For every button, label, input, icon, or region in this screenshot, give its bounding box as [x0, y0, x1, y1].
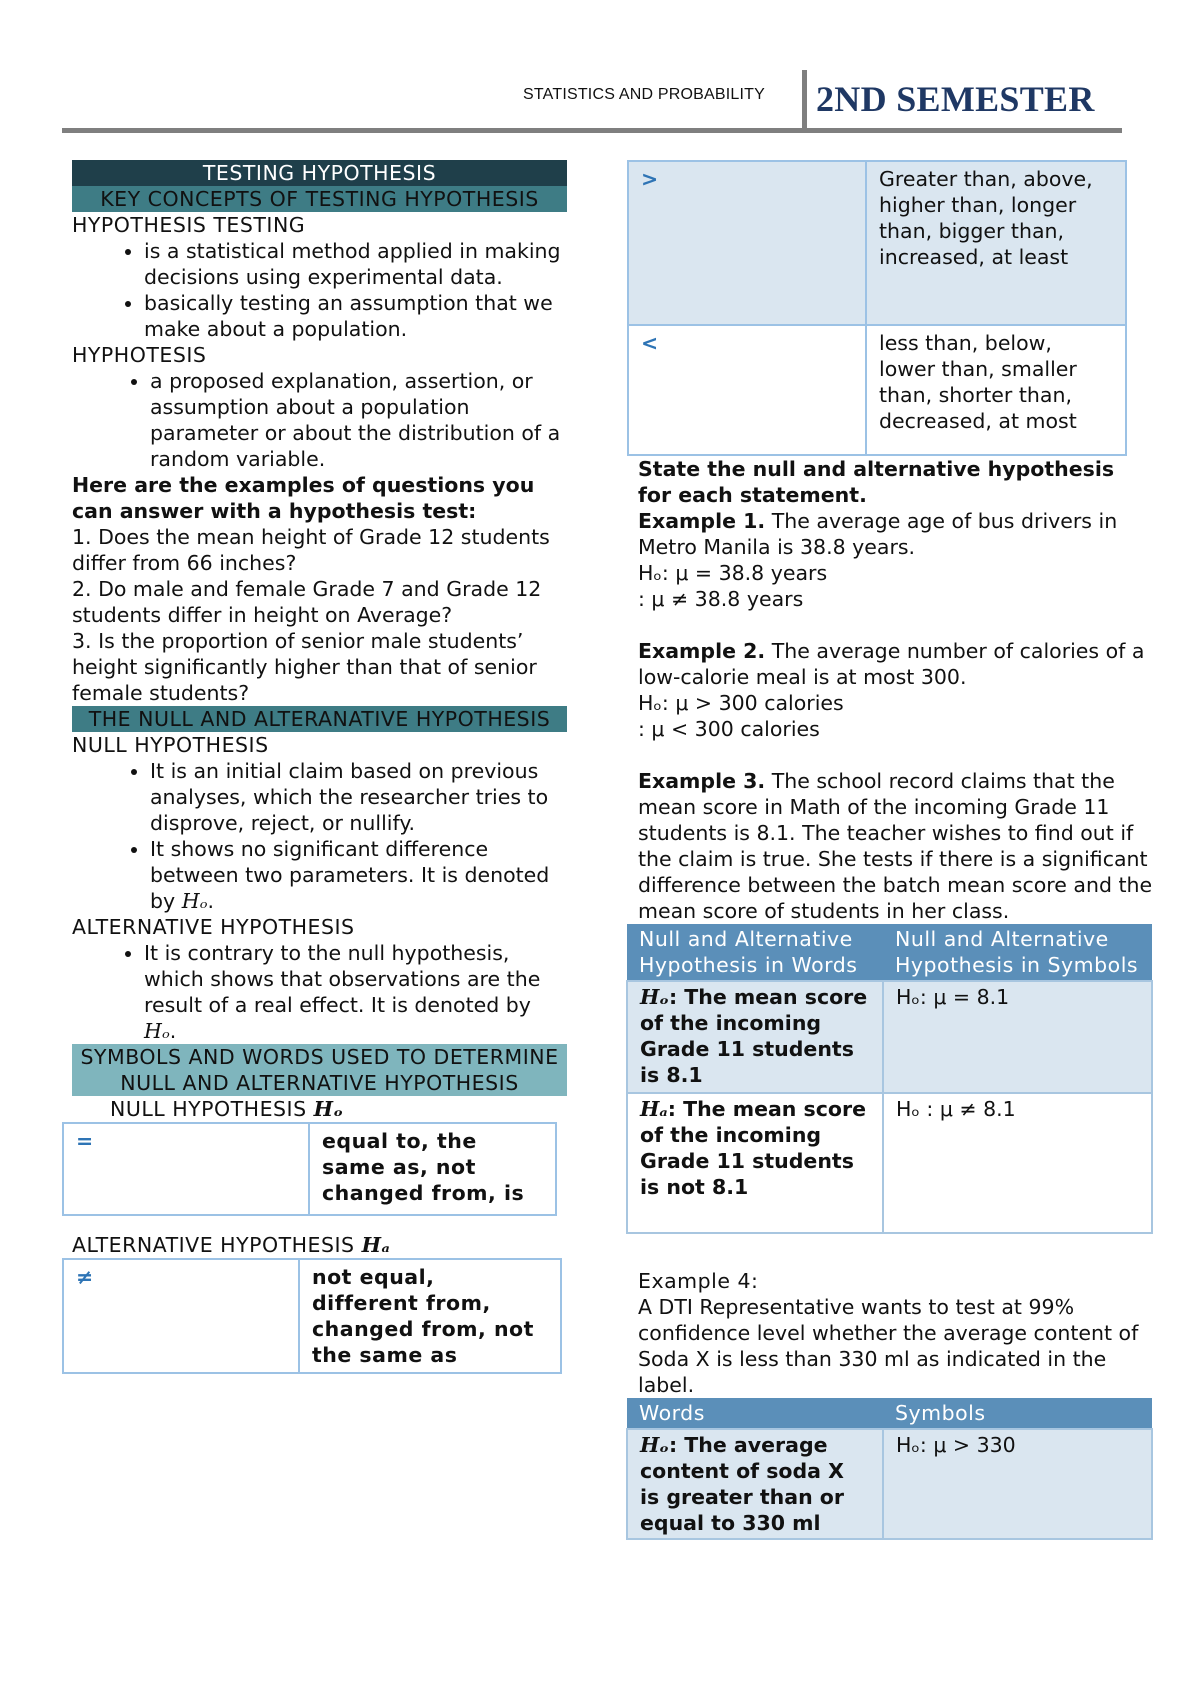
alt-table-label: ALTERNATIVE HYPOTHESIS Hₐ [72, 1233, 391, 1257]
list-item-text: It shows no significant difference between two parameters. It is denoted by [150, 837, 550, 913]
examples-intro: Here are the examples of questions you can answer with a hypothesis test: [72, 473, 535, 523]
table-header: Words [627, 1398, 883, 1429]
list-item: • It shows no significant difference between two parameters. It is denoted by Hₒ. [150, 836, 567, 914]
example-2: Example 2. The average number of calories of a low-calorie meal is at most 300. [638, 639, 1145, 689]
question-2: 2. Do male and female Grade 7 and Grade 12 students differ in height on Average? [72, 577, 542, 627]
ha-symbol: Hₐ [361, 1233, 391, 1257]
words-greater: Greater than, above, higher than, longer than, bigger than, increased, at least [866, 161, 1126, 325]
header-rule [62, 128, 1122, 133]
null-hypothesis-heading: NULL HYPOTHESIS [72, 733, 269, 757]
list-item: • a proposed explanation, assertion, or assumption about a population parameter or about the distribution of a random variable. [150, 368, 567, 472]
alternative-hypothesis-heading: ALTERNATIVE HYPOTHESIS [72, 915, 355, 939]
alternative-hypothesis-list [72, 940, 567, 1044]
null-symbol-table [62, 1122, 557, 1216]
null-symbol: = [63, 1123, 309, 1215]
document-semester: 2ND SEMESTER [816, 79, 1095, 119]
example-3-table [626, 924, 1153, 1234]
null-hypothesis-list [72, 758, 567, 914]
alt-symbol: ≠ [63, 1259, 299, 1373]
list-item: • basically testing an assumption that we make about a population. [144, 290, 567, 342]
left-column [72, 160, 567, 1374]
section-band-testing-hypothesis: TESTING HYPOTHESIS [72, 160, 567, 186]
example-3: Example 3. The school record claims that the mean score in Math of the incoming Grade 11 students is 8.1. The teacher wishes to find out if the claim is true. She tests if there is a significant difference between the batch mean score and the mean score of students in her class. [638, 769, 1153, 923]
right-column [638, 456, 1153, 1540]
table-header: Null and Alternative Hypothesis in Words [627, 924, 883, 981]
hyphotesis-list [72, 368, 567, 472]
alt-symbol-table [62, 1258, 562, 1374]
table-header: Null and Alternative Hypothesis in Symbols [883, 924, 1152, 981]
section-band-symbols-words: SYMBOLS AND WORDS USED TO DETERMINE NULL AND ALTERNATIVE HYPOTHESIS [72, 1044, 567, 1096]
hyphotesis-heading: HYPHOTESIS [72, 343, 207, 367]
section-band-key-concepts: KEY CONCEPTS OF TESTING HYPOTHESIS [72, 186, 567, 212]
example-1-ha: : μ ≠ 38.8 years [638, 587, 804, 611]
symbol-less: < [628, 325, 866, 455]
example-4-table [626, 1398, 1153, 1540]
question-1: 1. Does the mean height of Grade 12 students differ from 66 inches? [72, 525, 550, 575]
example-2-ha: : μ < 300 calories [638, 717, 820, 741]
list-item: • is a statistical method applied in making decisions using experimental data. [144, 238, 567, 290]
example-4-text: A DTI Representative wants to test at 99% confidence level whether the average content of Soda X is less than 330 ml as indicated in the label. [638, 1295, 1139, 1397]
instruction: State the null and alternative hypothesis for each statement. [638, 457, 1115, 507]
list-item: • It is contrary to the null hypothesis, which shows that observations are the result of a real effect. It is denoted by Hₒ. [144, 940, 567, 1044]
header-divider [802, 70, 807, 130]
example-1-h0: Hₒ: μ = 38.8 years [638, 561, 828, 585]
null-words: equal to, the same as, not changed from, is [309, 1123, 556, 1215]
document-subject: STATISTICS AND PROBABILITY [523, 86, 765, 103]
question-3: 3. Is the proportion of senior male students’ height significantly higher than that of senior female students? [72, 629, 537, 705]
hypothesis-testing-heading: HYPOTHESIS TESTING [72, 213, 306, 237]
null-table-label: NULL HYPOTHESIS Hₒ [110, 1097, 344, 1121]
list-item: • It is an initial claim based on previous analyses, which the researcher tries to disprove, reject, or nullify. [150, 758, 567, 836]
table-cell-words: Hₒ: The average content of soda X is greater than or equal to 330 ml [627, 1429, 883, 1539]
example-2-h0: Hₒ: μ > 300 calories [638, 691, 844, 715]
table-cell-words: Hₐ: The mean score of the incoming Grade 11 students is not 8.1 [627, 1093, 883, 1233]
table-header: Symbols [883, 1398, 1152, 1429]
symbol-greater: > [628, 161, 866, 325]
example-4-label: Example 4: [638, 1269, 759, 1293]
hypothesis-testing-list [72, 238, 567, 342]
words-less: less than, below, lower than, smaller than, shorter than, decreased, at most [866, 325, 1126, 455]
symbol-words-table-continued [627, 160, 1127, 456]
section-band-null-alternative: THE NULL AND ALTERANATIVE HYPOTHESIS [72, 706, 567, 732]
list-item-text: It is contrary to the null hypothesis, which shows that observations are the result of a real effect. It is denoted by [144, 941, 541, 1017]
ho-symbol: Hₒ [144, 1019, 170, 1043]
example-1: Example 1. The average age of bus drivers in Metro Manila is 38.8 years. [638, 509, 1118, 559]
table-cell-symbols: Hₒ: μ = 8.1 [883, 981, 1152, 1093]
ho-symbol: Hₒ [181, 889, 208, 913]
table-cell-words: Hₒ: The mean score of the incoming Grade 11 students is 8.1 [627, 981, 883, 1093]
table-cell-symbols: Hₒ : μ ≠ 8.1 [883, 1093, 1152, 1233]
ho-symbol: Hₒ [313, 1097, 344, 1121]
table-cell-symbols: Hₒ: μ > 330 [883, 1429, 1152, 1539]
alt-words: not equal, different from, changed from, not the same as [299, 1259, 561, 1373]
